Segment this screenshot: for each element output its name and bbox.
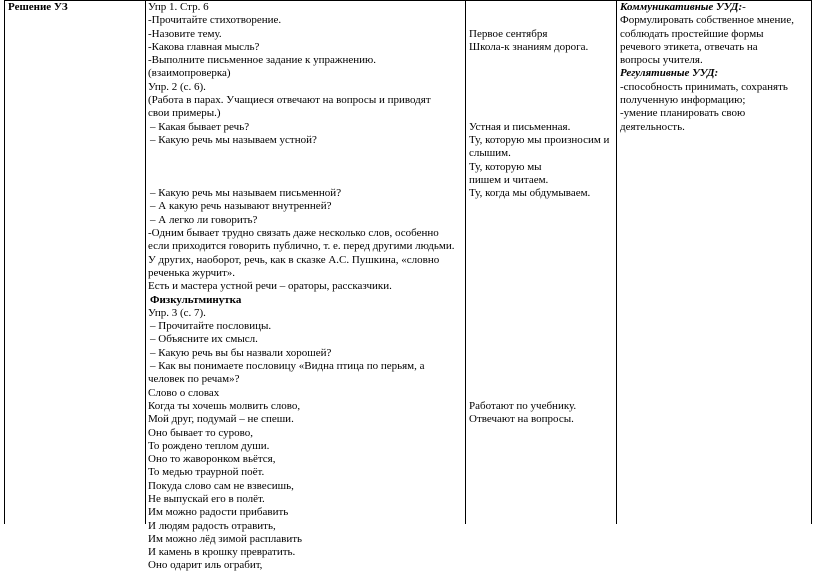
col2-text-line xyxy=(148,161,455,174)
col3-text-line xyxy=(469,387,609,400)
col2-text-line: -Одним бывает трудно связать даже несколько слов, особенно xyxy=(148,227,439,240)
col3-text-line: Ту, которую мы xyxy=(469,160,542,173)
heading-communicative-suffix: - xyxy=(742,1,746,13)
col4-reg-line: полученную информацию; xyxy=(620,94,746,107)
col3-text-line xyxy=(469,320,609,333)
col2-text-line: – Какую речь вы бы назвали хорошей? xyxy=(150,346,332,359)
col3-text-line xyxy=(469,267,609,280)
col2-text-line: -Какова главная мысль? xyxy=(148,40,260,53)
col-border-4 xyxy=(616,0,617,524)
col2-text-line: свои примеры.) xyxy=(148,107,221,120)
col2-text-line: Упр. 2 (с. 6). xyxy=(148,80,206,93)
col4-comm-line: речевого этикета, отвечать на xyxy=(620,40,758,53)
col3-text-line: Ту, которую мы произносим и xyxy=(469,133,610,146)
col3-text-line xyxy=(469,333,609,346)
col2-text-line: -Прочитайте стихотворение. xyxy=(148,14,282,27)
col3-text-line xyxy=(469,294,609,307)
col2-text-line xyxy=(148,174,455,187)
col-label-reshenie: Решение УЗ xyxy=(8,1,68,13)
col3-text-line xyxy=(469,200,609,213)
col2-text-line: Упр 1. Стр. 6 xyxy=(148,1,209,13)
col2-text-line: Им можно радости прибавить xyxy=(148,506,289,519)
col2-text-line: Покуда слово сам не взвесишь, xyxy=(148,479,294,492)
col2-text-line: – Какая бывает речь? xyxy=(150,120,250,133)
col2-text-line: И камень в крошку превратить. xyxy=(148,546,296,559)
col3-text-line: Первое сентября xyxy=(469,27,548,40)
col2-text-line: И людям радость отравить, xyxy=(148,519,276,532)
col2-text-line: человек по речам»? xyxy=(148,373,240,386)
col4-reg-line: -умение планировать свою xyxy=(620,107,746,120)
col3-text-line xyxy=(469,14,609,27)
col2-text-line: Оно одарит иль ограбит, xyxy=(148,559,263,572)
col2-text-line: -Назовите тему. xyxy=(148,27,222,40)
col2-text-line: если приходится говорить публично, т. е. перед другими людьми. xyxy=(148,240,455,253)
col2-text-line: -Выполните письменное задание к упражнению. xyxy=(148,54,376,67)
uud-column xyxy=(620,1,794,134)
col3-text-line: слышим. xyxy=(469,147,511,160)
col-border-5 xyxy=(811,0,812,524)
col4-comm-line: соблюдать простейшие формы xyxy=(620,27,764,40)
col2-text-line: Слово о словах xyxy=(148,386,220,399)
col2-text-line: То медью траурной поёт. xyxy=(148,466,265,479)
col2-text-line: Упр. 3 (с. 7). xyxy=(148,306,206,319)
col3-text-line xyxy=(469,360,609,373)
col3-text-line xyxy=(469,227,609,240)
col2-text-line: – А легко ли говорить? xyxy=(150,213,258,226)
col2-text-line: Когда ты хочешь молвить слово, xyxy=(148,399,301,412)
col2-text-line: Не выпускай его в полёт. xyxy=(148,492,265,505)
col2-text-line: Есть и мастера устной речи – ораторы, рассказчики. xyxy=(148,280,392,293)
col4-reg-line: деятельность. xyxy=(620,120,685,133)
col-border-1 xyxy=(4,0,5,524)
col3-text-line: Школа-к знаниям дорога. xyxy=(469,40,589,53)
col3-text-line xyxy=(469,240,609,253)
col2-text-line: – Какую речь мы называем устной? xyxy=(150,133,317,146)
heading-communicative: Коммуникативные УУД: xyxy=(620,1,743,13)
col3-text-line: Устная и письменная. xyxy=(469,120,571,133)
col4-comm-line: Формулировать собственное мнение, xyxy=(620,14,794,27)
col2-text-line: – А какую речь называют внутренней? xyxy=(150,200,332,213)
col3-text-line xyxy=(469,81,609,94)
col3-text-line xyxy=(469,307,609,320)
col4-reg-line: -способность принимать, сохранять xyxy=(620,80,788,93)
col3-text-line: Отвечают на вопросы. xyxy=(469,413,574,426)
col3-text-line xyxy=(469,347,609,360)
col3-text-line: пишем и читаем. xyxy=(469,173,549,186)
col2-text-line: реченька журчит». xyxy=(148,266,236,279)
student-answers-column xyxy=(469,1,609,427)
col2-text-line: Физкультминутка xyxy=(150,293,242,306)
col3-text-line xyxy=(469,254,609,267)
col2-text-line: Оно то жаворонком вьётся, xyxy=(148,453,276,466)
col4-comm-line: вопросы учителя. xyxy=(620,54,703,67)
col2-text-line: – Объясните их смысл. xyxy=(150,333,258,346)
col2-text-line: – Как вы понимаете пословицу «Видна птица по перьям, а xyxy=(150,360,425,373)
col3-text-line xyxy=(469,280,609,293)
col2-text-line: (Работа в парах. Учащиеся отвечают на вопросы и приводят xyxy=(148,94,431,107)
col-border-3 xyxy=(465,0,466,524)
col3-text-line xyxy=(469,214,609,227)
col2-text-line: У других, наоборот, речь, как в сказке А.С. Пушкина, «словно xyxy=(148,253,440,266)
col2-text-line: (взаимопроверка) xyxy=(148,67,231,80)
col3-text-line: Ту, когда мы обдумываем. xyxy=(469,187,591,200)
col3-text-line xyxy=(469,107,609,120)
col2-text-line xyxy=(148,147,455,160)
col3-text-line xyxy=(469,54,609,67)
col3-text-line xyxy=(469,373,609,386)
activity-column xyxy=(148,1,455,573)
col3-text-line xyxy=(469,1,609,14)
col3-text-line xyxy=(469,94,609,107)
col3-text-line xyxy=(469,67,609,80)
col3-text-line: Работают по учебнику. xyxy=(469,399,577,412)
col2-text-line: Мой друг, подумай – не спеши. xyxy=(148,413,294,426)
col-border-2 xyxy=(145,0,146,524)
col2-text-line: – Прочитайте пословицы. xyxy=(150,320,272,333)
col2-text-line: – Какую речь мы называем письменной? xyxy=(150,187,342,200)
col2-text-line: То рождено теплом души. xyxy=(148,439,270,452)
col2-text-line: Оно бывает то сурово, xyxy=(148,426,253,439)
col2-text-line: Им можно лёд зимой расплавить xyxy=(148,532,303,545)
heading-regulative: Регулятивные УУД: xyxy=(620,67,719,80)
